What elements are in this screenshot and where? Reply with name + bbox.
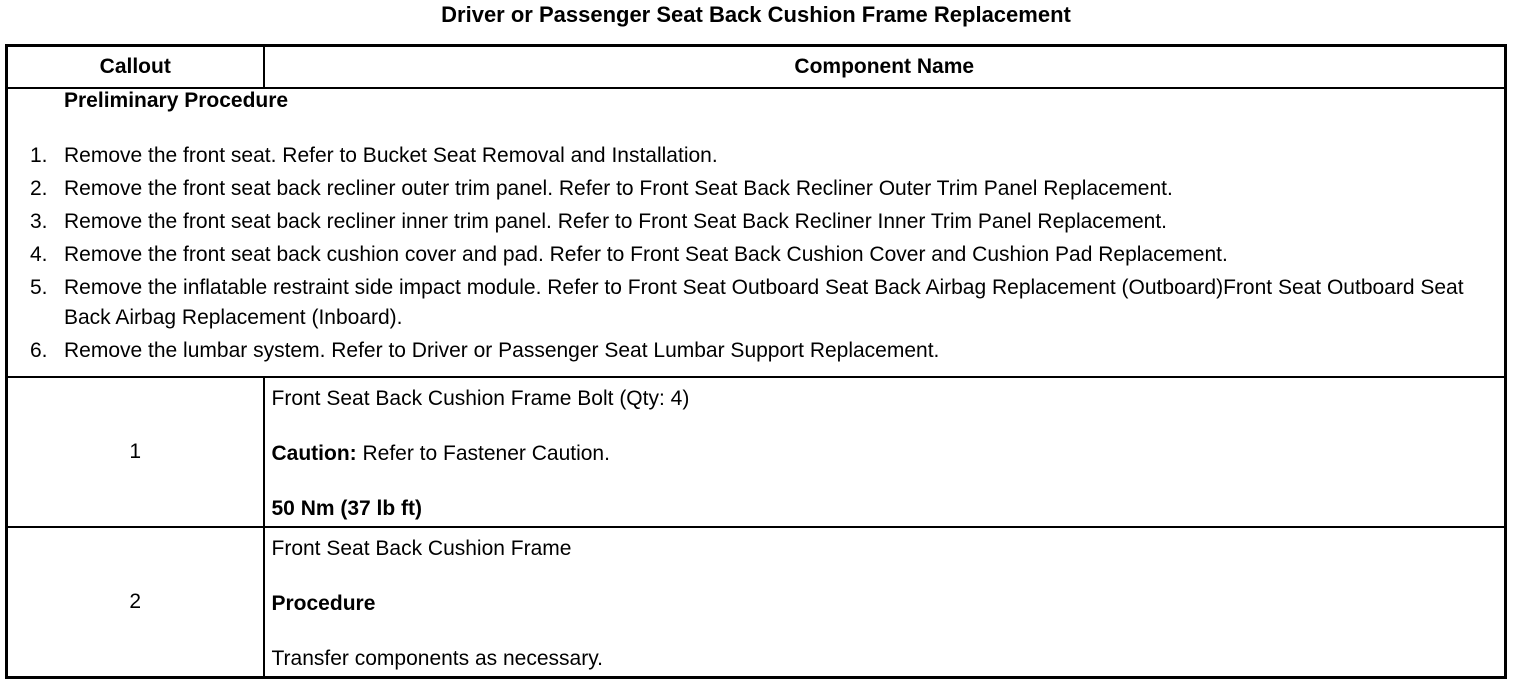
preliminary-procedure-cell (7, 88, 1506, 377)
preliminary-procedure-row (7, 88, 1506, 377)
caution-note (272, 441, 1505, 467)
document-title: Driver or Passenger Seat Back Cushion Frame Replacement (441, 2, 1071, 27)
step-number: 5. (30, 276, 48, 299)
preliminary-step (8, 174, 1504, 204)
callout-number: 2 (7, 527, 264, 677)
preliminary-step (8, 141, 1504, 171)
step-text: Remove the front seat back cushion cover and pad. Refer to Front Seat Back Cushion Cover and Cushion Pad Replacement. (64, 243, 1228, 266)
step-text: Remove the front seat back recliner inner trim panel. Refer to Front Seat Back Recliner Inner Trim Panel Replacement. (64, 210, 1167, 233)
table-header-row (7, 46, 1506, 89)
step-text: Remove the front seat back recliner outer trim panel. Refer to Front Seat Back Recliner Outer Trim Panel Replacement. (64, 177, 1173, 200)
preliminary-procedure-heading: Preliminary Procedure (64, 89, 289, 112)
preliminary-step (8, 273, 1504, 333)
step-number: 2. (30, 177, 48, 200)
procedure-table (5, 44, 1507, 679)
component-name-column-header: Component Name (264, 46, 1506, 89)
step-number: 4. (30, 243, 48, 266)
step-number: 1. (30, 144, 48, 167)
step-number: 6. (30, 339, 48, 362)
preliminary-steps-list (8, 141, 1504, 366)
preliminary-step (8, 336, 1504, 366)
step-text: Remove the lumbar system. Refer to Driver or Passenger Seat Lumbar Support Replacement. (64, 339, 940, 362)
torque-spec: 50 Nm (37 lb ft) (271, 497, 423, 520)
component-name: Front Seat Back Cushion Frame Bolt (Qty: 4) (271, 387, 690, 410)
caution-label: Caution: (271, 442, 357, 465)
caution-text: Refer to Fastener Caution. (356, 442, 610, 465)
preliminary-step (8, 207, 1504, 237)
preliminary-step (8, 240, 1504, 270)
table-row (7, 527, 1506, 677)
step-text: Remove the front seat. Refer to Bucket Seat Removal and Installation. (64, 144, 718, 167)
step-number: 3. (30, 210, 48, 233)
component-name: Front Seat Back Cushion Frame (271, 537, 572, 560)
procedure-text: Transfer components as necessary. (271, 647, 603, 670)
component-cell (264, 377, 1506, 527)
table-row (7, 377, 1506, 527)
procedure-label: Procedure (271, 592, 376, 615)
component-cell (264, 527, 1506, 677)
callout-number: 1 (7, 377, 264, 527)
step-text: Remove the inflatable restraint side impact module. Refer to Front Seat Outboard Seat Back Airbag Replacement (Outboard)Front Seat Outboard Seat Back Airbag Replacement (Inboard). (64, 276, 1464, 329)
callout-column-header: Callout (7, 46, 264, 89)
